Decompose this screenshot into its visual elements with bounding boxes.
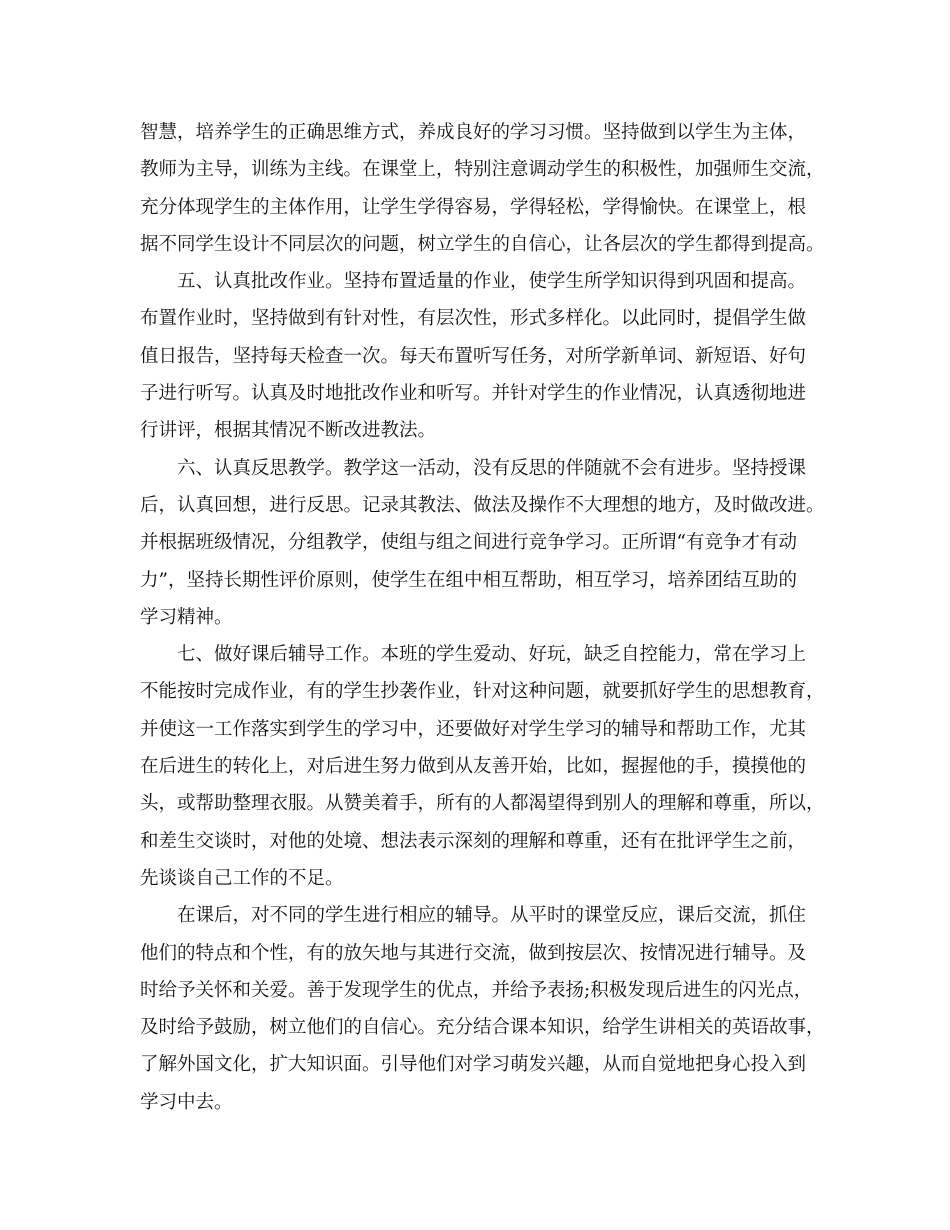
text-line: 了解外国文化，扩大知识面。引导他们对学习萌发兴趣，从而自觉地把身心投入到 [140, 1054, 807, 1076]
paragraph-after-class [140, 897, 825, 1121]
text-line: 七、做好课后辅导工作。本班的学生爱动、好玩，缺乏自控能力，常在学习上 [177, 644, 807, 666]
text-line: 先谈谈自己工作的不足。 [140, 867, 344, 889]
text-line: 和差生交谈时，对他的处境、想法表示深刻的理解和尊重，还有在批评学生之前， [140, 830, 807, 852]
paragraph-5-homework [140, 263, 820, 449]
text-line: 充分体现学生的主体作用，让学生学得容易，学得轻松，学得愉快。在课堂上，根 [140, 196, 807, 218]
text-line: 值日报告，坚持每天检查一次。每天布置听写任务，对所学新单词、新短语、好句 [140, 345, 807, 367]
text-line: 头，或帮助整理衣服。从赞美着手，所有的人都渴望得到别人的理解和尊重，所以， [140, 793, 825, 815]
text-line: 五、认真批改作业。坚持布置适量的作业，使学生所学知识得到巩固和提高。 [177, 271, 807, 293]
text-line: 力”，坚持长期性评价原则，使学生在组中相互帮助，相互学习，培养团结互助的 [140, 569, 797, 591]
text-line: 智慧，培养学生的正确思维方式，养成良好的学习习惯。坚持做到以学生为主体， [140, 122, 807, 143]
paragraph-1-continuation [140, 114, 825, 263]
document-body [140, 114, 825, 1121]
text-line: 在后进生的转化上，对后进生努力做到从友善开始，比如，握握他的手，摸摸他的 [140, 756, 807, 778]
paragraph-6-reflection [140, 450, 825, 636]
text-line: 学习中去。 [140, 1091, 233, 1113]
text-line: 在课后，对不同的学生进行相应的辅导。从平时的课堂反应，课后交流，抓住 [177, 905, 807, 927]
text-line: 后，认真回想，进行反思。记录其教法、做法及操作不大理想的地方，及时做改进。 [140, 494, 825, 516]
text-line: 行讲评，根据其情况不断改进教法。 [140, 420, 437, 442]
paragraph-7-tutoring [140, 636, 825, 897]
text-line: 六、认真反思教学。教学这一活动，没有反思的伴随就不会有进步。坚持授课 [177, 457, 807, 479]
text-line: 及时给予鼓励，树立他们的自信心。充分结合课本知识，给学生讲相关的英语故事， [140, 1017, 825, 1039]
text-line: 布置作业时，坚持做到有针对性，有层次性，形式多样化。以此同时，提倡学生做 [140, 308, 807, 330]
text-line: 并根据班级情况，分组教学，使组与组之间进行竞争学习。正所谓“有竞争才有动 [140, 532, 797, 554]
text-line: 并使这一工作落实到学生的学习中，还要做好对学生学习的辅导和帮助工作，尤其 [140, 718, 807, 740]
text-line: 教师为主导，训练为主线。在课堂上，特别注意调动学生的积极性，加强师生交流， [140, 159, 825, 181]
text-line: 不能按时完成作业，有的学生抄袭作业，针对这种问题，就要抓好学生的思想教育， [140, 681, 825, 703]
text-line: 子进行听写。认真及时地批改作业和听写。并针对学生的作业情况，认真透彻地进 [140, 383, 807, 405]
text-line: 他们的特点和个性，有的放矢地与其进行交流，做到按层次、按情况进行辅导。及 [140, 942, 807, 964]
text-line: 时给予关怀和关爱。善于发现学生的优点，并给予表扬;积极发现后进生的闪光点， [140, 979, 813, 1001]
text-line: 据不同学生设计不同层次的问题，树立学生的自信心，让各层次的学生都得到提高。 [140, 233, 825, 255]
text-line: 学习精神。 [140, 606, 233, 628]
